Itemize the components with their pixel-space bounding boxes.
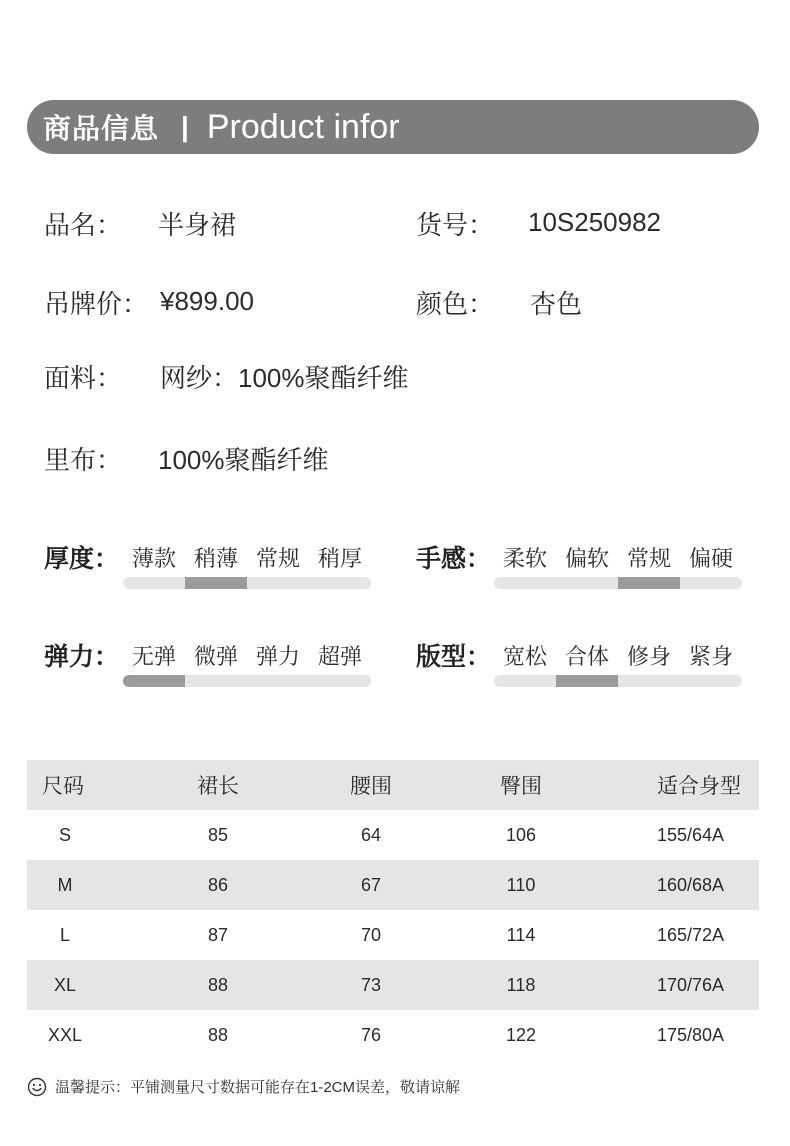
attribute-option: 合体 [564, 644, 609, 669]
lining-label: 里布： [44, 445, 123, 475]
table-cell: 118 [409, 960, 633, 1010]
name-label: 品名： [44, 210, 123, 240]
column-header: 裙长 [103, 760, 333, 810]
table-row [27, 910, 759, 960]
name-value: 半身裙 [158, 210, 237, 240]
attribute-option: 修身 [626, 644, 671, 669]
attribute-option: 微弹 [193, 644, 238, 669]
column-header: 腰围 [333, 760, 409, 810]
sku-label: 货号： [416, 210, 495, 240]
column-header: 臀围 [409, 760, 633, 810]
attribute-option: 薄款 [131, 546, 176, 571]
level-fill [185, 577, 247, 589]
table-cell: 114 [506, 924, 536, 945]
table-cell: M [27, 860, 103, 910]
table-cell: 110 [409, 860, 633, 910]
section-title-en: Product infor [206, 107, 400, 146]
level-track [123, 675, 371, 687]
table-cell: 67 [333, 860, 409, 910]
attribute-option: 超弹 [317, 644, 362, 669]
size-table [27, 760, 759, 1060]
table-cell: 64 [360, 824, 382, 845]
section-title-cn: 商品信息 [43, 113, 160, 144]
table-row [27, 1010, 759, 1060]
attribute-option: 偏硬 [688, 546, 733, 571]
table-cell: XL [27, 960, 103, 1010]
price-label: 吊牌价： [44, 289, 149, 319]
column-header: 适合身型 [633, 760, 759, 810]
table-cell: 165/72A [657, 924, 725, 945]
table-cell: 122 [505, 1024, 537, 1045]
attribute-option: 宽松 [502, 644, 547, 669]
sku-value: 10S250982 [528, 207, 662, 237]
level-track [123, 577, 371, 589]
level-fill [618, 577, 680, 589]
title-separator: | [181, 111, 189, 142]
attribute-title: 手感： [416, 545, 492, 573]
attribute-option: 常规 [255, 546, 300, 571]
price-value: ¥899.00 [160, 286, 254, 316]
table-cell: 155/64A [657, 824, 725, 845]
attribute-title: 弹力： [44, 643, 120, 671]
table-cell: 76 [360, 1024, 382, 1045]
attribute-option: 偏软 [564, 546, 609, 571]
table-row [27, 960, 759, 1010]
table-cell: L [59, 924, 70, 945]
fabric-value: 网纱：100%聚酯纤维 [160, 363, 409, 393]
table-cell: 175/80A [657, 1024, 725, 1045]
table-cell: 160/68A [633, 860, 759, 910]
color-value: 杏色 [530, 289, 583, 319]
attribute-title: 厚度： [44, 545, 120, 573]
attribute-option: 无弹 [131, 644, 176, 669]
table-cell: 73 [333, 960, 409, 1010]
lining-value: 100%聚酯纤维 [158, 445, 329, 475]
table-row [27, 810, 759, 860]
column-header: 尺码 [27, 760, 103, 810]
table-cell: 88 [207, 1024, 229, 1045]
attribute-option: 稍厚 [317, 546, 362, 571]
table-header-row [27, 760, 759, 810]
level-track [494, 675, 742, 687]
table-cell: 170/76A [633, 960, 759, 1010]
table-cell: 87 [207, 924, 229, 945]
table-cell: 70 [360, 924, 382, 945]
table-cell: 86 [103, 860, 333, 910]
attribute-option: 紧身 [688, 644, 733, 669]
attribute-option: 常规 [626, 546, 671, 571]
footnote-text: 温馨提示：平铺测量尺寸数据可能存在1-2CM误差，敬请谅解 [55, 1079, 461, 1096]
table-cell: XXL [47, 1024, 83, 1045]
attribute-option: 柔软 [502, 546, 547, 571]
attribute-option: 弹力 [255, 644, 300, 669]
level-track [494, 577, 742, 589]
fabric-label: 面料： [44, 363, 123, 393]
table-cell: 106 [505, 824, 537, 845]
smile-icon [27, 1077, 47, 1097]
attribute-title: 版型： [416, 643, 492, 671]
attribute-option: 稍薄 [193, 546, 238, 571]
table-cell: 88 [103, 960, 333, 1010]
footnote [27, 1076, 460, 1097]
color-label: 颜色： [416, 289, 495, 319]
section-header [27, 100, 759, 154]
table-cell: S [58, 824, 71, 845]
table-cell: 85 [207, 824, 229, 845]
table-row [27, 860, 759, 910]
level-fill [123, 675, 185, 687]
level-fill [556, 675, 618, 687]
